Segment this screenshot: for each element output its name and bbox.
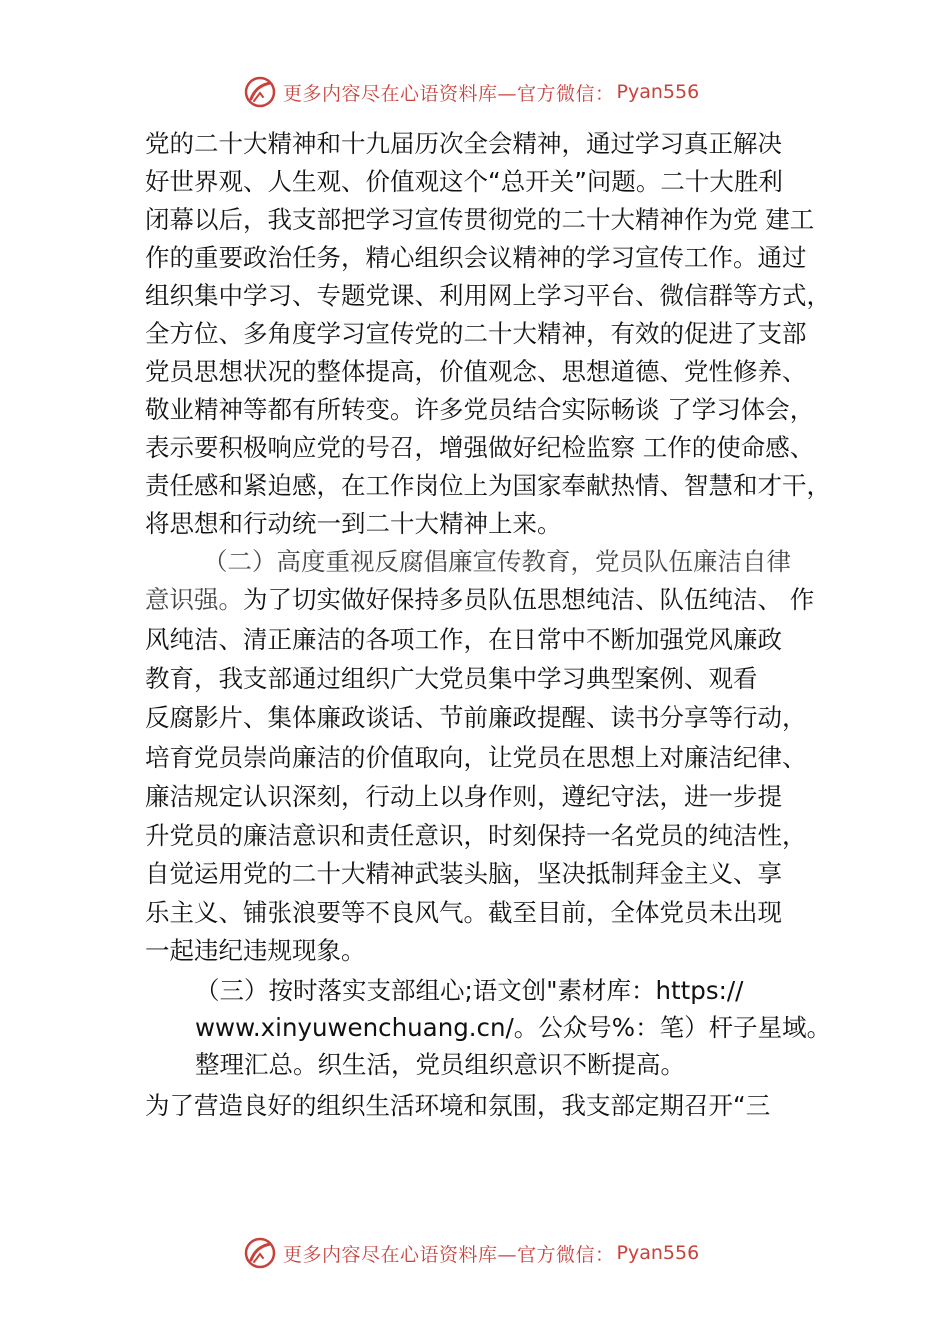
body-line: 表示要积极响应党的号召，增强做好纪检监察 工作的使命感、 xyxy=(145,433,815,462)
body-line: 反腐影片、集体廉政谈话、节前廉政提醒、读书分享等行动， xyxy=(145,703,807,732)
body-line: 全方位、多角度学习宣传党的二十大精神，有效的促进了支部 xyxy=(145,319,807,348)
section-heading-tail: 意识强。 xyxy=(145,585,243,614)
body-line: 为了营造良好的组织生活环境和氛围，我支部定期召开“三 xyxy=(145,1091,771,1120)
body-line: 党员思想状况的整体提高，价值观念、思想道德、党性修养、 xyxy=(145,357,807,386)
body-line: 责任感和紧迫感，在工作岗位上为国家奉献热情、智慧和才干， xyxy=(145,471,831,500)
section-heading: （三）按时落实支部组心;语文创"素材库：https:// xyxy=(195,976,744,1005)
watermark-text: 更多内容尽在心语资料库—官方微信： xyxy=(283,1243,615,1266)
body-line: 风纯洁、清正廉洁的各项工作，在日常中不断加强党风廉政 xyxy=(145,625,782,654)
body-line: 敬业精神等都有所转变。许多党员结合实际畅谈 了学习体会， xyxy=(145,395,815,424)
watermark-id: Pyan556 xyxy=(616,81,700,103)
body-line: 教育，我支部通过组织广大党员集中学习典型案例、观看 xyxy=(145,664,758,693)
watermark-logo-icon xyxy=(243,1236,277,1270)
body-line: 闭幕以后，我支部把学习宣传贯彻党的二十大精神作为党 建工 xyxy=(145,205,815,234)
body-line: 组织集中学习、专题党课、利用网上学习平台、微信群等方式， xyxy=(145,281,831,310)
body-line: 一起违纪违规现象。 xyxy=(145,936,366,965)
section-heading: （二）高度重视反腐倡廉宣传教育，党员队伍廉洁自律 xyxy=(203,547,791,576)
watermark-id: Pyan556 xyxy=(616,1242,700,1264)
body-line: 自觉运用党的二十大精神武装头脑，坚决抵制拜金主义、享 xyxy=(145,859,782,888)
body-line: www.xinyuwenchuang.cn/。公众号%：笔）杆子星域。 xyxy=(195,1013,832,1042)
body-line: 升党员的廉洁意识和责任意识，时刻保持一名党员的纯洁性， xyxy=(145,821,807,850)
body-line: 乐主义、铺张浪要等不良风气。截至目前，全体党员未出现 xyxy=(145,898,782,927)
body-line: 将思想和行动统一到二十大精神上来。 xyxy=(145,509,562,538)
body-line: 整理汇总。织生活，党员组织意识不断提高。 xyxy=(195,1050,685,1079)
body-line: 廉洁规定认识深刻，行动上以身作则，遵纪守法，进一步提 xyxy=(145,782,782,811)
body-line: 好世界观、人生观、价值观这个“总开关”问题。二十大胜利 xyxy=(145,167,783,196)
watermark-logo-icon xyxy=(243,75,277,109)
body-line xyxy=(145,584,814,616)
watermark-footer xyxy=(243,1233,699,1273)
watermark-text: 更多内容尽在心语资料库—官方微信： xyxy=(283,82,615,105)
body-line: 党的二十大精神和十九届历次全会精神，通过学习真正解决 xyxy=(145,129,782,158)
watermark-header xyxy=(243,72,699,112)
body-line: 作的重要政治任务，精心组织会议精神的学习宣传工作。通过 xyxy=(145,243,807,272)
body-line-text: 为了切实做好保持多员队伍思想纯洁、队伍纯洁、 作 xyxy=(243,585,815,614)
body-line: 培育党员崇尚廉洁的价值取向，让党员在思想上对廉洁纪律、 xyxy=(145,743,807,772)
